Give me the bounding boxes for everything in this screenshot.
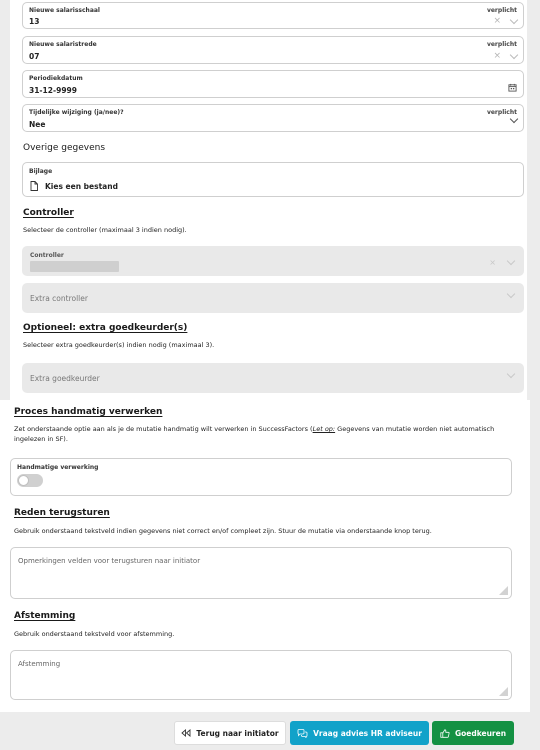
resize-handle[interactable] <box>499 586 508 595</box>
reden-terugsturen-description: Gebruik onderstaand tekstveld indien gegevens niet correct en/of compleet zijn. Stuur de mutatie via onderstaande knop terug. <box>14 527 432 535</box>
resize-handle[interactable] <box>499 687 508 696</box>
handmatige-verwerking-toggle[interactable] <box>17 474 43 487</box>
afstemming-placeholder: Afstemming <box>18 660 61 668</box>
handmatig-heading: Proces handmatig verwerken <box>14 407 163 417</box>
periodiekdatum-label: Periodiekdatum <box>29 75 83 82</box>
handmatige-verwerking-label: Handmatige verwerking <box>17 464 99 471</box>
ask-hr-advice-button[interactable] <box>290 721 429 745</box>
extra-controller-placeholder: Extra controller <box>30 294 88 303</box>
periodiekdatum-field[interactable] <box>22 70 524 98</box>
clear-icon[interactable]: × <box>493 16 501 26</box>
chevron-down-icon[interactable] <box>510 50 518 58</box>
choose-file-button-label: Kies een bestand <box>45 181 118 191</box>
salaristrede-value: 07 <box>29 52 40 61</box>
let-op-link[interactable]: Let op: <box>312 425 336 433</box>
extra-controller-field[interactable] <box>22 283 524 313</box>
extra-goedkeurder-heading: Optioneel: extra goedkeurder(s) <box>23 323 188 333</box>
salarisschaal-label: Nieuwe salarisschaal <box>29 7 100 14</box>
calendar-icon[interactable] <box>508 83 517 92</box>
clear-icon[interactable]: × <box>493 51 501 61</box>
afstemming-description: Gebruik onderstaand tekstveld voor afstemming. <box>14 630 175 638</box>
extra-goedkeurder-description: Selecteer extra goedkeurder(s) indien nodig (maximaal 3). <box>23 341 215 349</box>
form-panel-top <box>10 0 527 400</box>
afstemming-textarea[interactable] <box>10 650 512 700</box>
controller-value-redacted <box>30 261 119 272</box>
chevron-down-icon[interactable] <box>507 370 515 378</box>
tijdelijke-wijziging-label: Tijdelijke wijziging (ja/nee)? <box>29 109 124 116</box>
form-panel-bottom <box>0 400 530 712</box>
tijdelijke-wijziging-required: verplicht <box>486 109 517 116</box>
approve-label: Goedkeuren <box>454 728 507 738</box>
periodiekdatum-value: 31-12-9999 <box>29 86 77 95</box>
salaristrede-required: verplicht <box>486 41 517 48</box>
handmatig-description: Zet onderstaande optie aan als je de mutatie handmatig wilt verwerken in SuccessFactors (Let op: Gegevens van mutatie worden niet automatisch ingelezen in SF). <box>14 425 495 443</box>
back-to-initiator-button[interactable] <box>174 721 286 745</box>
terugsturen-placeholder: Opmerkingen velden voor terugsturen naar initiator <box>18 557 201 565</box>
chevron-down-icon[interactable] <box>507 290 515 298</box>
bijlage-label: Bijlage <box>29 168 53 175</box>
salaristrede-field[interactable] <box>22 36 524 64</box>
back-to-initiator-label: Terug naar initiator <box>196 728 279 738</box>
controller-heading: Controller <box>23 208 74 218</box>
handmatige-verwerking-field <box>10 458 512 496</box>
reden-terugsturen-heading: Reden terugsturen <box>14 508 110 518</box>
salarisschaal-value: 13 <box>29 17 40 26</box>
controller-label: Controller <box>30 252 64 259</box>
salarisschaal-field[interactable] <box>22 2 524 29</box>
thumbs-up-icon <box>440 729 450 738</box>
approve-button[interactable] <box>432 721 514 745</box>
ask-hr-advice-label: Vraag advies HR adviseur <box>313 728 422 738</box>
bijlage-field[interactable] <box>22 162 524 197</box>
chevron-down-icon[interactable] <box>507 257 515 265</box>
controller-field[interactable] <box>22 246 524 276</box>
chevron-down-icon[interactable] <box>510 15 518 23</box>
clear-icon[interactable]: × <box>489 258 496 267</box>
extra-goedkeurder-placeholder: Extra goedkeurder <box>30 374 100 383</box>
rewind-icon <box>181 729 191 737</box>
overige-gegevens-heading: Overige gegevens <box>23 143 106 153</box>
file-icon <box>30 181 38 191</box>
salaristrede-label: Nieuwe salaristrede <box>29 41 97 48</box>
salarisschaal-required: verplicht <box>486 7 517 14</box>
toggle-knob <box>18 475 29 486</box>
tijdelijke-wijziging-value: Nee <box>29 120 46 129</box>
tijdelijke-wijziging-field[interactable] <box>22 104 524 132</box>
extra-goedkeurder-field[interactable] <box>22 363 524 393</box>
chat-bubbles-icon <box>297 729 308 738</box>
terugsturen-textarea[interactable] <box>10 547 512 599</box>
afstemming-heading: Afstemming <box>14 611 76 621</box>
controller-description: Selecteer de controller (maximaal 3 indien nodig). <box>23 226 187 234</box>
chevron-down-icon[interactable] <box>510 115 518 123</box>
file-picker[interactable] <box>30 181 118 191</box>
